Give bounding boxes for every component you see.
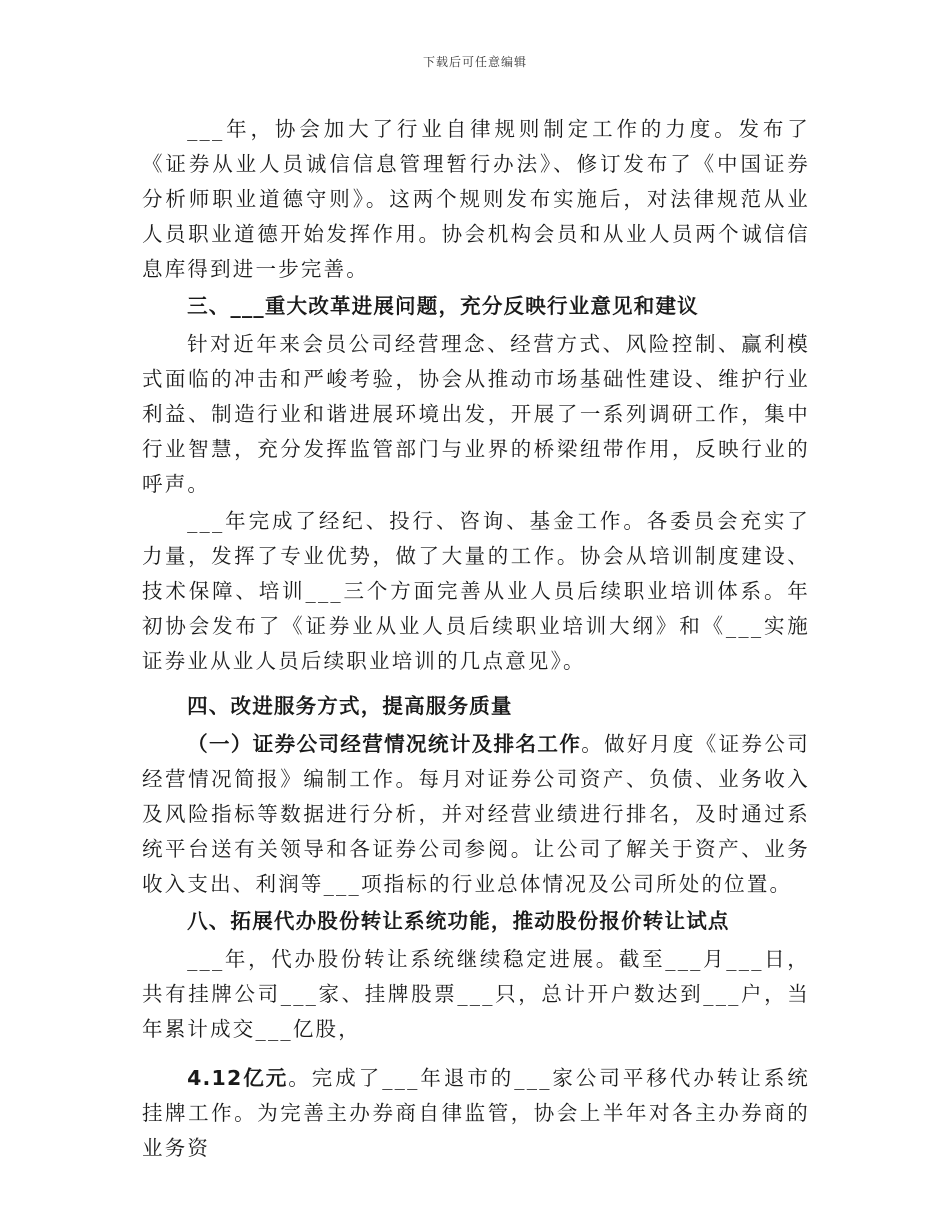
paragraph-training: ___年完成了经纪、投行、咨询、基金工作。各委员会充实了力量，发挥了专业优势，做了大量的工作。协会从培训制度建设、技术保障、培训___三个方面完善从业人员后续职业培训体系。年初协会发布了《证券业从业人员后续职业培训大纲》和《___实施证券业从业人员后续职业培训的几点意见》。 (142, 509, 810, 673)
paragraph-statistics (142, 727, 810, 902)
paragraph-amount-text: 。完成了___年退市的___家公司平移代办转让系统挂牌工作。为完善主办券商自律监管，协会上半年对各主办券商的业务资 (142, 1066, 811, 1160)
page-header: 下载后可任意编辑 (422, 55, 527, 69)
section-heading-4: 四、改进服务方式，提高服务质量 (187, 694, 513, 718)
document-body (142, 112, 810, 1168)
paragraph-amount (142, 1061, 810, 1166)
section-heading-8: 八、拓展代办股份转让系统功能，推动股份报价转让试点 (187, 909, 730, 933)
paragraph-self-regulation: ___年，协会加大了行业自律规则制定工作的力度。发布了《证券从业人员诚信信息管理暂行办法》、修订发布了《中国证券分析师职业道德守则》。这两个规则发布实施后，对法律规范从业人员职业道德开始发挥作用。协会机构会员和从业人员两个诚信信息库得到进一步完善。 (142, 117, 810, 281)
section-heading-3: 三、___重大改革进展问题，充分反映行业意见和建议 (187, 294, 699, 318)
paragraph-research: 针对近年来会员公司经营理念、经营方式、风险控制、赢利模式面临的冲击和严峻考验，协会从推动市场基础性建设、维护行业利益、制造行业和谐进展环境出发，开展了一系列调研工作，集中行业智慧，充分发挥监管部门与业界的桥梁纽带作用，反映行业的呼声。 (142, 332, 810, 496)
subsection-heading-1: （一）证券公司经营情况统计及排名工作 (187, 732, 582, 756)
paragraph-statistics-text: 。做好月度《证券公司经营情况简报》编制工作。每月对证券公司资产、负债、业务收入及风险指标等数据进行分析，并对经营业绩进行排名，及时通过系统平台送有关领导和各证券公司参阅。让公司了解关于资产、业务收入支出、利润等___项指标的行业总体情况及公司所处的位置。 (142, 732, 810, 896)
amount-value: 4.12亿元 (187, 1066, 289, 1090)
paragraph-transfer-system: ___年，代办股份转让系统继续稳定进展。截至___月___日，共有挂牌公司___家、挂牌股票___只，总计开户数达到___户，当年累计成交___亿股， (142, 947, 810, 1041)
